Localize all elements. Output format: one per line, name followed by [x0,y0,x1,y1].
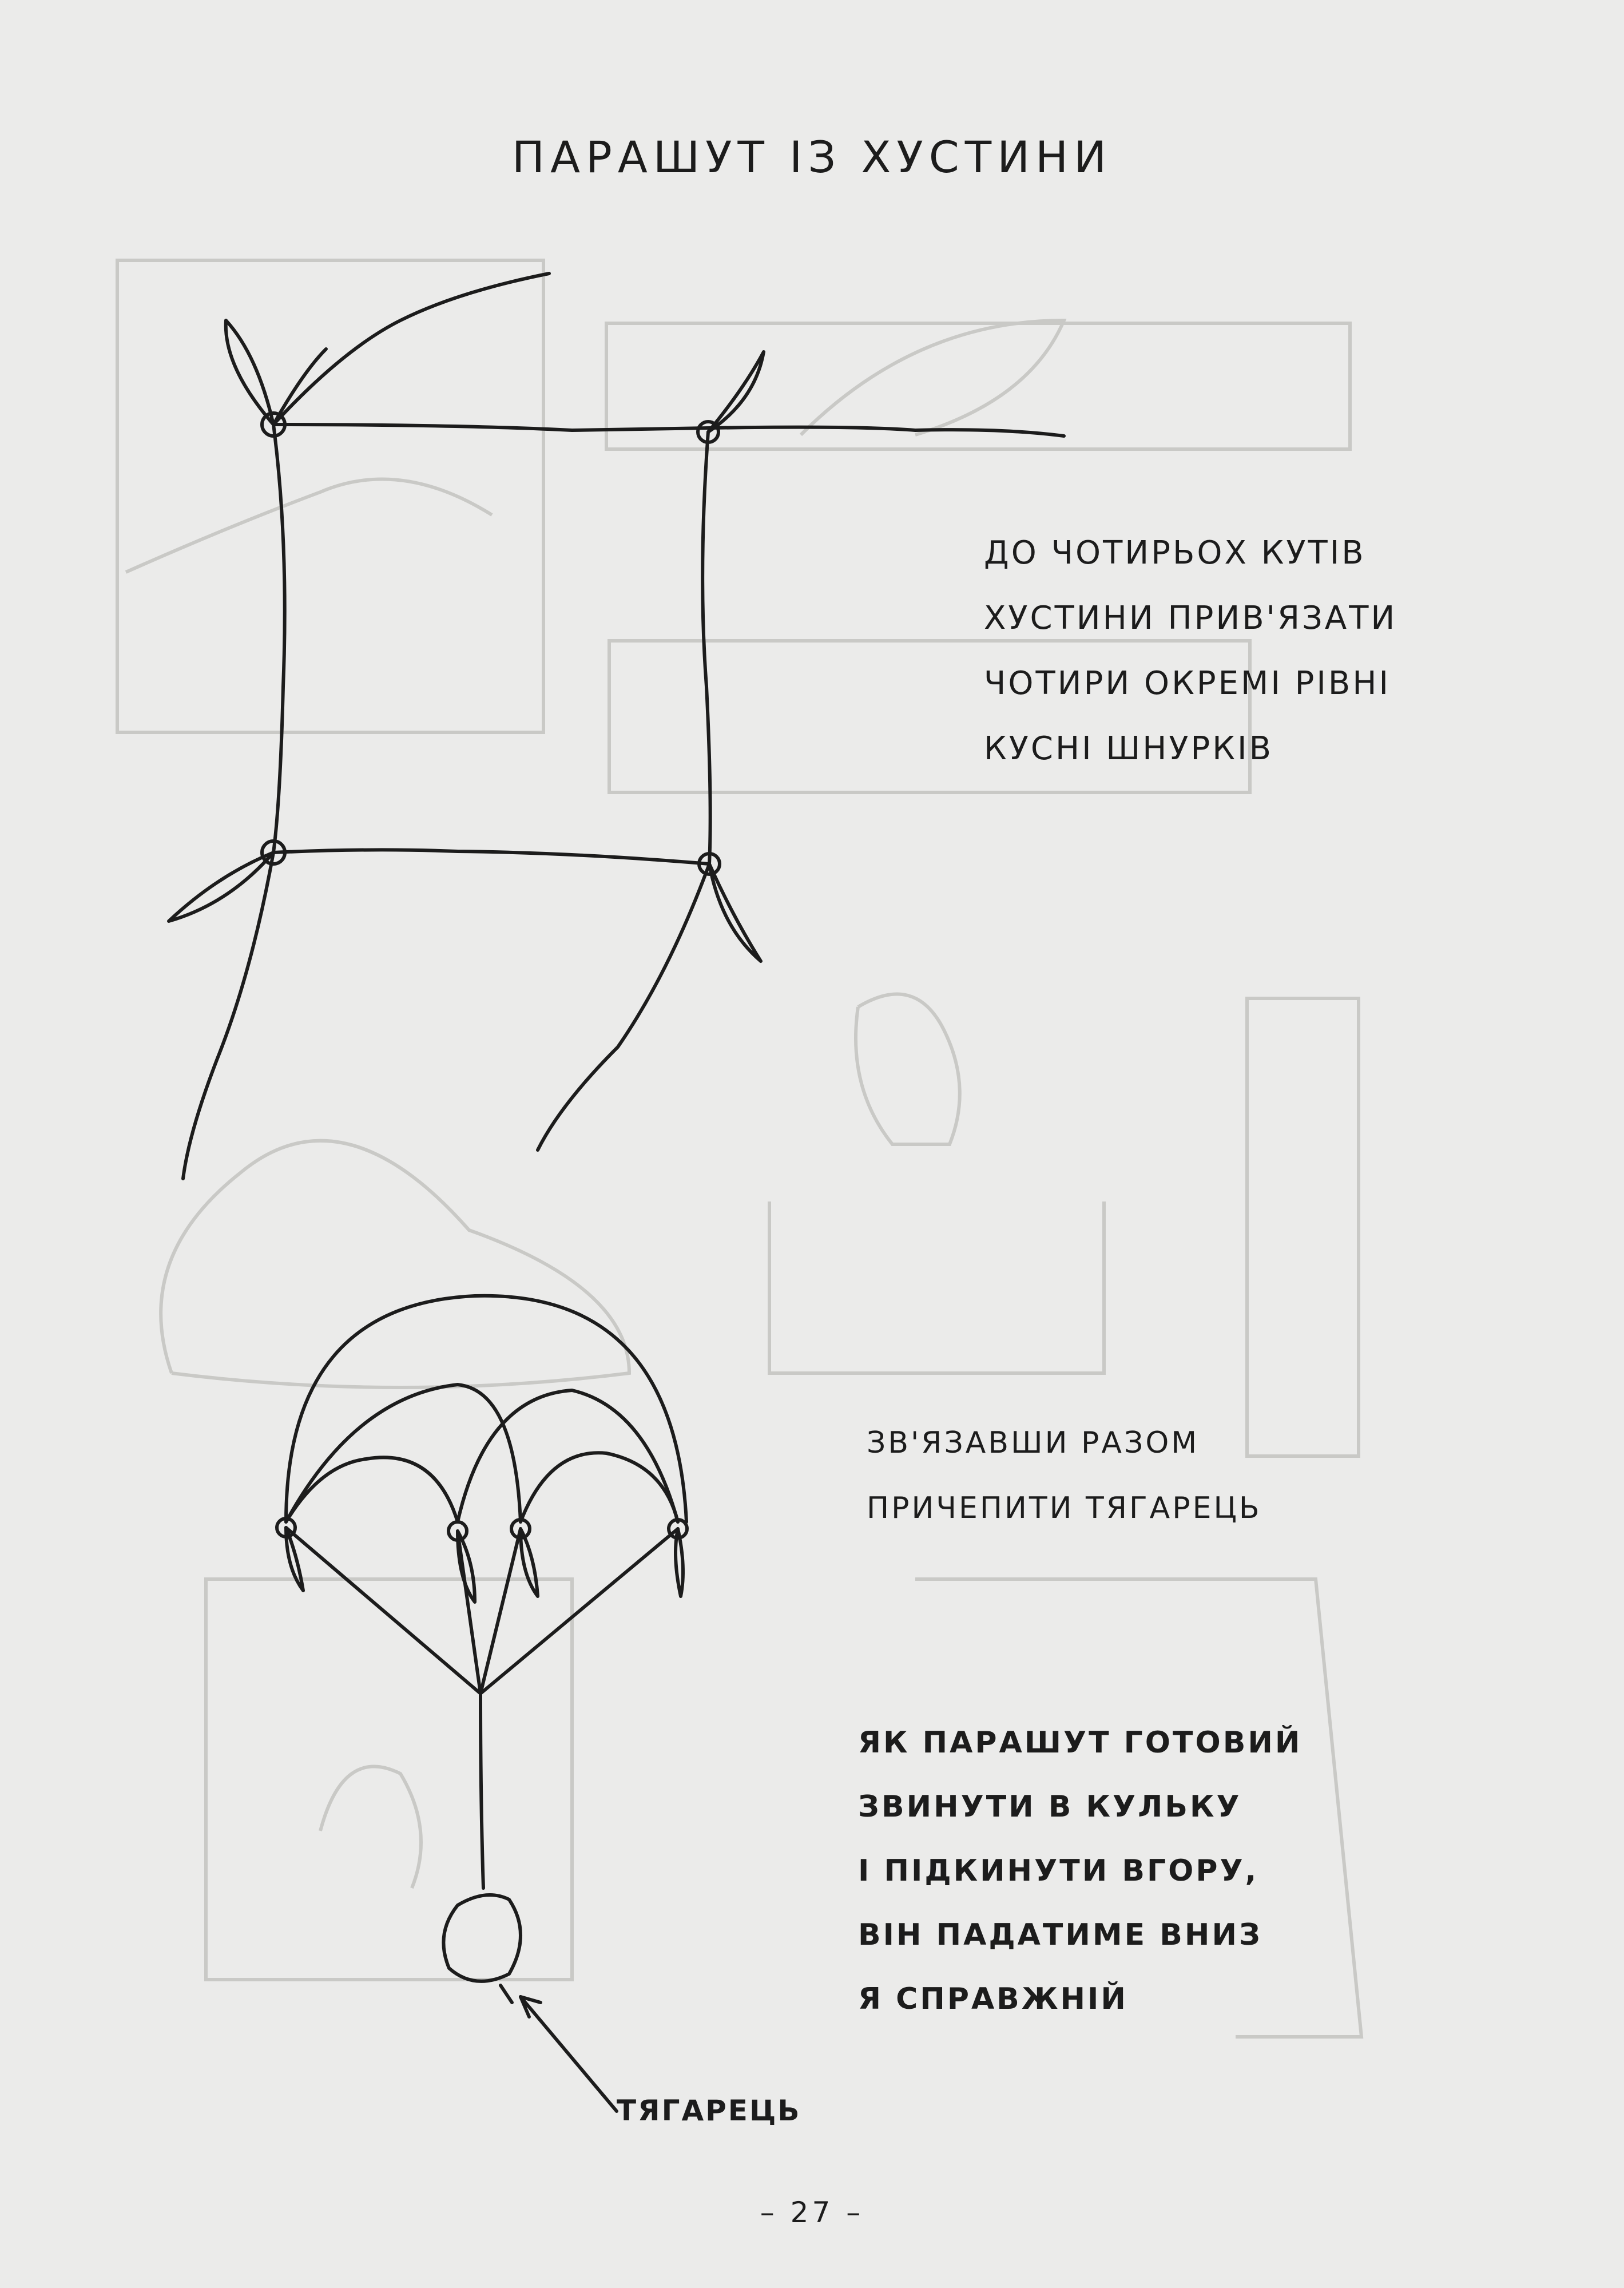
knot-tail-bottom-left [169,852,273,921]
canopy-inner-left [286,1457,458,1522]
handkerchief-left-edge [273,425,285,852]
note-line: КУСНІ ШНУРКІВ [984,730,1273,767]
string-bottom-right [538,864,709,1150]
weight-label: ТЯГАРЕЦЬ [617,2094,801,2127]
handkerchief-right-edge [702,432,710,864]
canopy-outer [286,1296,686,1522]
note-attach-weight [867,1410,1262,1541]
note-line: ЗВИНУТИ В КУЛЬКУ [858,1790,1242,1824]
string-top-left [273,273,549,425]
note-line: І ПІДКИНУТИ ВГОРУ, [858,1854,1259,1888]
note-line: ХУСТИНИ ПРИВ'ЯЗАТИ [984,600,1397,637]
knot-tail-top-left [226,320,273,425]
knot-tail-bottom-right [709,864,761,961]
note-line: ДО ЧОТИРЬОХ КУТІВ [984,534,1366,572]
note-line: ЗВ'ЯЗАВШИ РАЗОМ [867,1426,1200,1460]
page-number: – 27 – [760,2196,864,2229]
note-line: Я СПРАВЖНІЙ [858,1982,1128,2016]
weight-pouch [443,1895,521,1981]
knot-tail-top-right [708,352,764,432]
suspension-line-3 [481,1529,521,1694]
suspension-line-4 [481,1529,678,1694]
weight-line [481,1694,483,1888]
handkerchief-bottom-edge [273,850,709,864]
page-title: ПАРАШУТ ІЗ ХУСТИНИ [511,132,1113,183]
string-bottom-left [183,852,273,1179]
handkerchief-top-edge [273,425,1064,436]
note-line: ЯК ПАРАШУТ ГОТОВИЙ [858,1726,1303,1760]
weight-pointer [521,1997,617,2111]
note-tie-corners [984,521,1397,782]
note-line: ПРИЧЕПИТИ ТЯГАРЕЦЬ [867,1491,1262,1525]
note-line: ВІН ПАДАТИМЕ ВНИЗ [858,1918,1262,1952]
suspension-line-1 [286,1528,481,1694]
note-line: ЧОТИРИ ОКРЕМІ РІВНІ [984,665,1391,702]
note-throw-up [858,1711,1302,2031]
